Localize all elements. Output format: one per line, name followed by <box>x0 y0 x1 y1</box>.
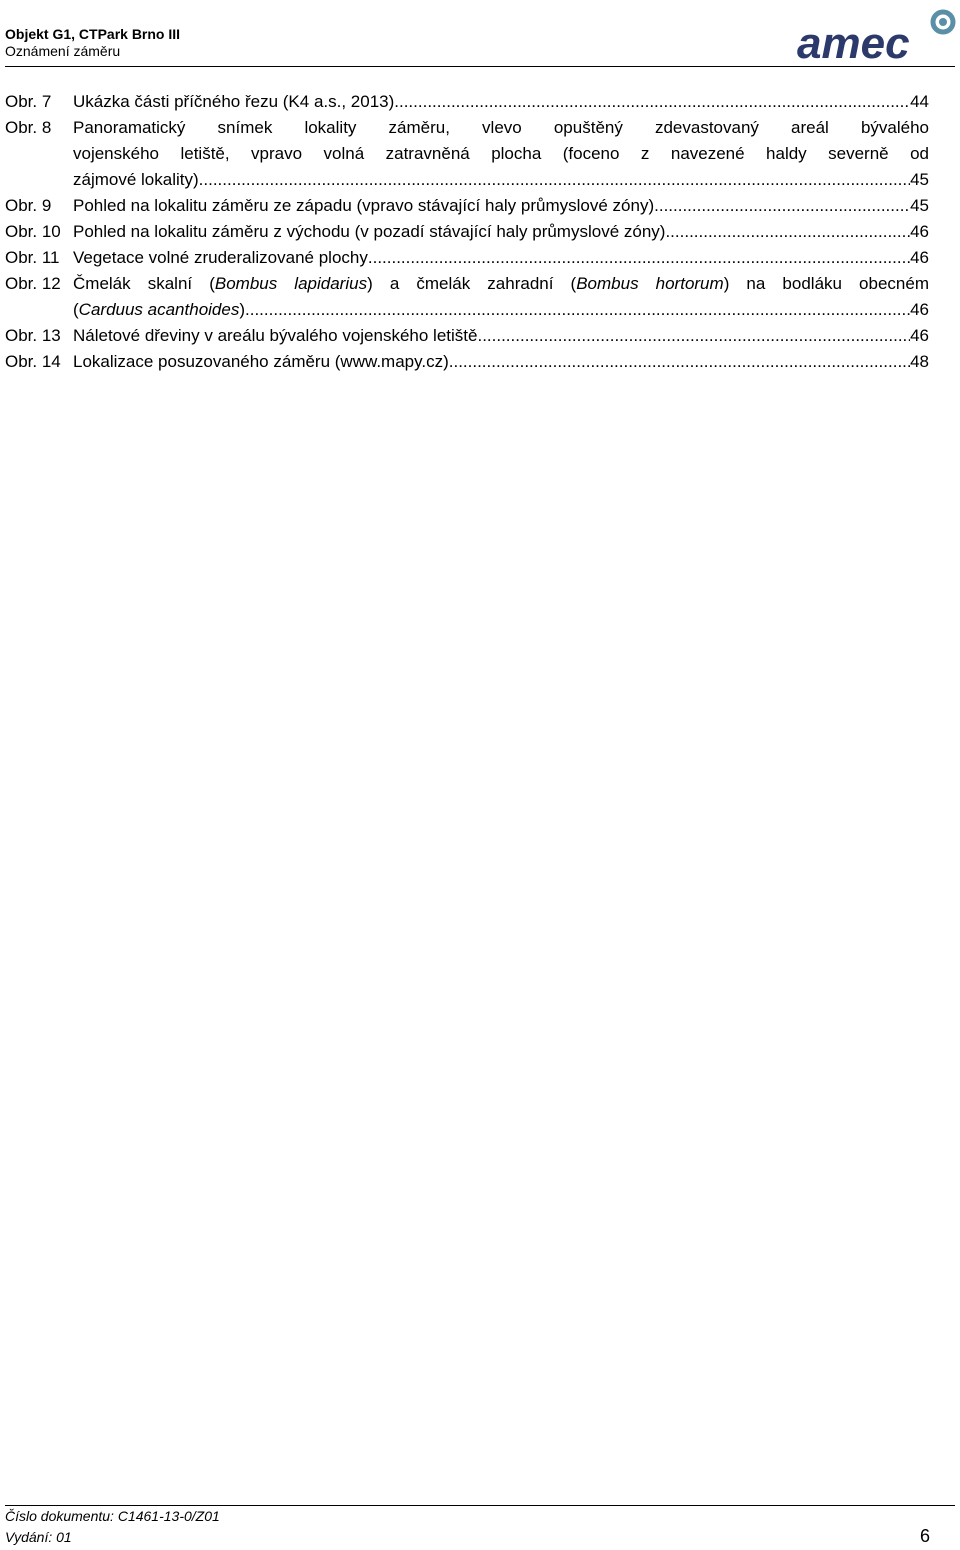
toc-page: 44 <box>910 92 929 111</box>
toc-text: zájmové lokality) <box>73 170 199 189</box>
toc-label: Obr. 13 <box>5 326 61 345</box>
toc-page: 45 <box>910 170 929 189</box>
doc-number: Číslo dokumentu: C1461-13-0/Z01 <box>5 1508 220 1524</box>
header-subtitle: Oznámení záměru <box>5 43 121 59</box>
toc-text: Pohled na lokalitu záměru z východu (v pozadí stávající haly průmyslové zóny) <box>73 222 666 241</box>
header-rule <box>5 66 955 67</box>
toc-entry-obr-11[interactable] <box>5 245 929 271</box>
page-number: 6 <box>919 1526 930 1546</box>
toc-entry-obr-13[interactable] <box>5 323 929 349</box>
toc-entry-obr-8[interactable] <box>5 115 929 193</box>
toc-text: Čmelák skalní (Bombus lapidarius) a čmelák zahradní (Bombus hortorum) na bodláku obecném <box>73 274 929 293</box>
leader-dots <box>654 193 910 219</box>
toc-label: Obr. 11 <box>5 248 60 267</box>
toc-label: Obr. 9 <box>5 196 52 215</box>
toc-text: Náletové dřeviny v areálu bývalého vojenského letiště <box>73 326 478 345</box>
toc-entry-obr-7[interactable] <box>5 89 929 115</box>
toc-page: 46 <box>910 248 929 267</box>
toc-text: Panoramatický snímek lokality záměru, vlevo opuštěný zdevastovaný areál bývalého <box>73 118 929 137</box>
toc-page: 45 <box>910 196 929 215</box>
toc-entry-obr-14[interactable] <box>5 349 929 375</box>
toc-text: Pohled na lokalitu záměru ze západu (vpravo stávající haly průmyslové zóny) <box>73 196 655 215</box>
toc-entry-obr-10[interactable] <box>5 219 929 245</box>
leader-dots <box>665 219 910 245</box>
leader-dots <box>245 297 910 323</box>
header-title: Objekt G1, CTPark Brno III <box>5 26 181 42</box>
toc-page: 46 <box>910 222 929 241</box>
toc-label: Obr. 10 <box>5 222 61 241</box>
leader-dots <box>368 245 910 271</box>
page-header <box>5 19 957 66</box>
leader-dots <box>477 323 910 349</box>
leader-dots <box>199 167 910 193</box>
footer-rule <box>5 1505 955 1506</box>
toc-page: 46 <box>910 300 929 319</box>
toc-text: vojenského letiště, vpravo volná zatravněná plocha (foceno z navezené haldy severně od <box>73 144 929 163</box>
toc-entry-obr-12[interactable] <box>5 271 929 323</box>
toc-entry-obr-9[interactable] <box>5 193 929 219</box>
svg-text:amec: amec <box>797 19 910 66</box>
toc-label: Obr. 8 <box>5 118 52 137</box>
toc-text: Ukázka části příčného řezu (K4 a.s., 2013) <box>73 92 395 111</box>
toc-label: Obr. 7 <box>5 92 52 111</box>
toc-text: Lokalizace posuzovaného záměru (www.mapy.cz) <box>73 352 449 371</box>
leader-dots <box>394 89 910 115</box>
leader-dots <box>449 349 910 375</box>
version: Vydání: 01 <box>5 1529 72 1545</box>
toc-text: (Carduus acanthoides) <box>73 300 246 319</box>
toc-text: Vegetace volné zruderalizované plochy <box>73 248 368 267</box>
toc-label: Obr. 14 <box>5 352 61 371</box>
figure-list <box>5 89 929 375</box>
toc-label: Obr. 12 <box>5 274 61 293</box>
amec-logo <box>797 4 957 66</box>
toc-page: 46 <box>910 326 929 345</box>
toc-page: 48 <box>910 352 929 371</box>
